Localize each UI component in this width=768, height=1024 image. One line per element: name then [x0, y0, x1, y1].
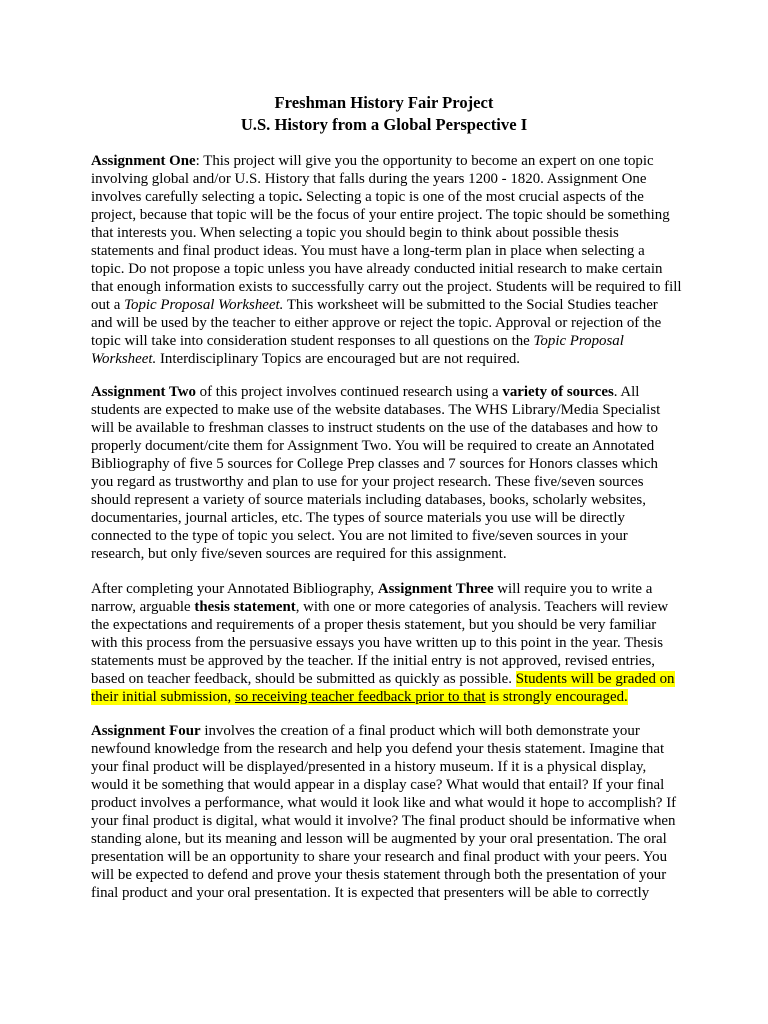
text-line — [91, 776, 693, 794]
text-run: . All — [613, 384, 640, 400]
text-run: Assignment One — [91, 153, 196, 169]
text-line — [91, 260, 693, 278]
text-line — [91, 332, 693, 350]
text-run: variety of sources — [502, 384, 614, 400]
text-run: presentation will be an opportunity to share your research and final product with your peers. You — [91, 849, 668, 866]
text-line — [91, 188, 693, 206]
text-line — [91, 491, 693, 509]
title-block — [0, 92, 768, 136]
text-run: Assignment Two — [91, 384, 196, 400]
text-line — [91, 830, 693, 848]
text-run: involving global and/or U.S. History that falls during the years 1200 - 1820. Assignment One — [91, 171, 647, 188]
text-line — [91, 580, 693, 598]
text-run: involves carefully selecting a topic — [91, 189, 299, 206]
text-line — [91, 170, 693, 188]
text-run: the expectations and requirements of a proper thesis statement, but you should be very familiar — [91, 617, 657, 634]
text-run: newfound knowledge from the research and help you defend your thesis statement. Imagine that — [91, 741, 665, 758]
text-line — [91, 848, 693, 866]
paragraph-assignment-one — [91, 152, 693, 368]
text-run: will require you to write a — [493, 581, 653, 597]
text-run: Worksheet. — [91, 351, 157, 368]
text-line — [91, 884, 693, 902]
text-run: project, because that topic will be the focus of your entire project. The topic should be something — [91, 207, 670, 224]
document-title: Freshman History Fair Project — [274, 93, 494, 112]
text-run: involves the creation of a final product which will both demonstrate your — [200, 723, 640, 739]
text-line — [91, 242, 693, 260]
paragraph-assignment-two — [91, 383, 693, 563]
text-run: topic. Do not propose a topic unless you have already conducted initial research to make certain — [91, 261, 663, 278]
paragraph-assignment-four — [91, 722, 693, 902]
text-run: standing alone, but its meaning and lesson will be augmented by your oral presentation. The oral — [91, 831, 667, 848]
text-line — [91, 314, 693, 332]
text-run: connected to the type of topic you select. You are not limited to five/seven sources in your — [91, 528, 628, 545]
text-run: Bibliography of five 5 sources for College Prep classes and 7 sources for Honors classes which — [91, 456, 658, 473]
text-run: topic will take into consideration student responses to all questions on the — [91, 333, 534, 350]
text-run: documentaries, journal articles, etc. The types of source materials you use will be directly — [91, 510, 625, 527]
text-run: your final product will be displayed/presented in a history museum. If it is a physical display, — [91, 759, 647, 776]
text-run: Interdisciplinary Topics are encouraged but are not required. — [156, 351, 520, 368]
text-run: statements and final product ideas. You must have a long-term plan in place when selecting a — [91, 243, 645, 260]
text-line — [91, 455, 693, 473]
highlighted-text: their initial submission, — [91, 689, 235, 706]
text-run: statements must be approved by the teacher. If the initial entry is not approved, revised entries, — [91, 653, 656, 670]
text-run: product involves a performance, what would it look like and what would it hope to accomplish? If — [91, 795, 677, 812]
text-run: of this project involves continued research using a — [195, 384, 503, 400]
text-line — [91, 401, 693, 419]
text-run: : This project will give you the opportunity to become an expert on one topic — [195, 153, 654, 169]
text-line — [91, 758, 693, 776]
text-line — [91, 473, 693, 491]
text-run: should represent a variety of source materials including databases, books, scholarly websites, — [91, 492, 646, 509]
text-run: and will be used by the teacher to either approve or reject the topic. Approval or rejection of the — [91, 315, 662, 332]
text-run: will be expected to defend and prove your thesis statement through both the presentation of your — [91, 867, 667, 884]
text-run: properly document/cite them for Assignment Two. You will be required to create an Annotated — [91, 438, 655, 455]
text-line — [91, 688, 693, 706]
text-line — [91, 740, 693, 758]
text-run: This worksheet will be submitted to the Social Studies teacher — [283, 297, 658, 314]
text-run: narrow, arguable — [91, 599, 195, 616]
text-run: your final product is digital, what would it involve? The final product should be informative when — [91, 813, 676, 830]
text-line — [91, 206, 693, 224]
text-run: that enough information exists to successfully carry out the project. Students will be required to fill — [91, 279, 682, 296]
text-line — [91, 652, 693, 670]
paragraph-assignment-three — [91, 580, 693, 706]
text-line — [91, 794, 693, 812]
text-run: Topic Proposal Worksheet. — [124, 297, 284, 314]
text-run: Assignment Four — [91, 723, 201, 739]
text-line — [91, 527, 693, 545]
text-run: out a — [91, 297, 125, 314]
text-run: based on teacher feedback, should be submitted as quickly as possible. — [91, 671, 516, 688]
text-line — [91, 616, 693, 634]
text-run: Selecting a topic is one of the most crucial aspects of the — [302, 189, 644, 206]
highlighted-text: Students will be graded on — [515, 671, 675, 688]
text-line — [91, 383, 693, 401]
text-run: research, but only five/seven sources are required for this assignment. — [91, 546, 507, 563]
text-run: students are expected to make use of the website databases. The WHS Library/Media Specialist — [91, 402, 661, 419]
text-line — [91, 350, 693, 368]
highlighted-text: is strongly encouraged. — [485, 689, 628, 706]
text-line — [91, 670, 693, 688]
text-run: . — [298, 189, 303, 206]
text-line — [91, 866, 693, 884]
text-line — [91, 509, 693, 527]
text-line — [91, 722, 693, 740]
text-line — [91, 437, 693, 455]
highlighted-text: so receiving teacher feedback prior to that — [234, 689, 486, 706]
text-line — [91, 224, 693, 242]
document-subtitle: U.S. History from a Global Perspective I — [240, 115, 528, 134]
text-run: , with one or more categories of analysis. Teachers will review — [295, 599, 669, 616]
text-line — [91, 152, 693, 170]
text-run: Assignment Three — [377, 581, 494, 597]
text-run: Topic Proposal — [533, 333, 624, 350]
text-run: After completing your Annotated Bibliography, — [91, 581, 378, 597]
text-run: you regard as trustworthy and plan to use for your project research. These five/seven sources — [91, 474, 644, 491]
text-run: will be available to freshman classes to instruct students on the use of the databases and how to — [91, 420, 658, 437]
text-line — [91, 812, 693, 830]
text-line — [91, 419, 693, 437]
text-line — [91, 634, 693, 652]
text-run: thesis statement — [194, 599, 296, 616]
text-run: with this process from the persuasive essays you have written up to this point in the year. Thesis — [91, 635, 664, 652]
text-line — [91, 545, 693, 563]
text-run: that interests you. When selecting a topic you should begin to think about possible thesis — [91, 225, 619, 242]
text-run: final product and your oral presentation. It is expected that presenters will be able to correctly — [91, 885, 650, 902]
text-run: would it be something that would appear in a display case? What would that entail? If your final — [91, 777, 665, 794]
text-line — [91, 296, 693, 314]
text-line — [91, 598, 693, 616]
text-line — [91, 278, 693, 296]
